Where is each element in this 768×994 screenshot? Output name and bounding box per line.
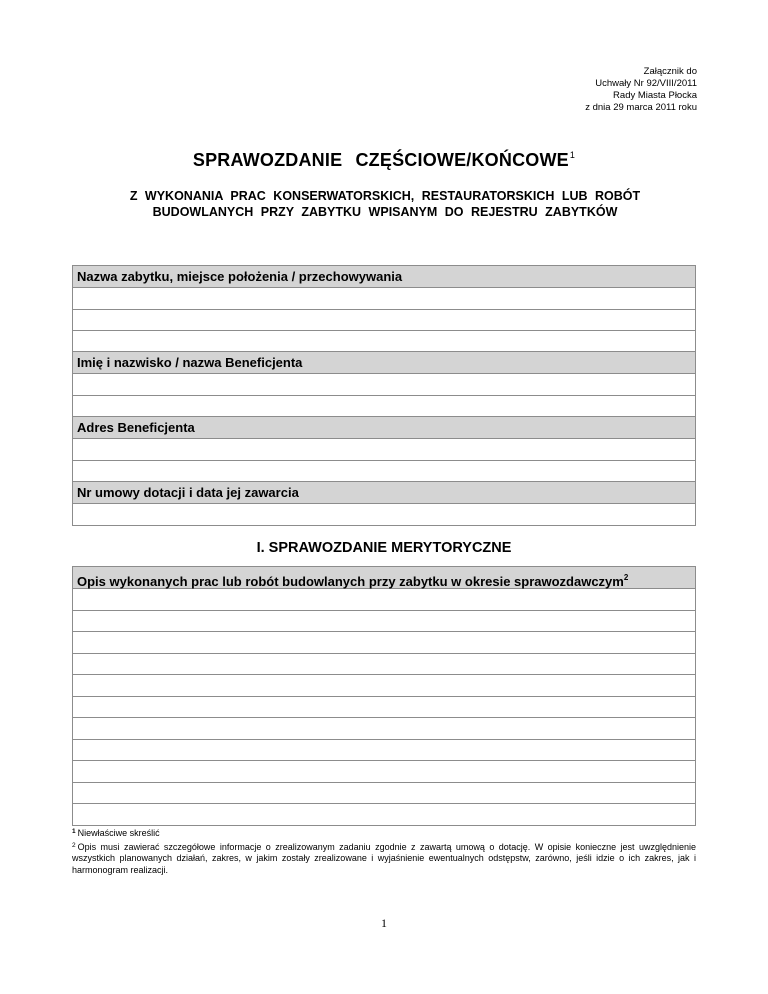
form-field-row[interactable]: [73, 654, 695, 676]
form-field-row[interactable]: [73, 718, 695, 740]
annex-line: Załącznik do: [643, 66, 697, 77]
form-field-row[interactable]: [73, 288, 695, 310]
section-header: Adres Beneficjenta: [73, 417, 695, 439]
part1-title: I. SPRAWOZDANIE MERYTORYCZNE: [256, 540, 512, 556]
section-header: Imię i nazwisko / nazwa Beneficjenta: [73, 352, 695, 374]
section-works-description: [72, 566, 696, 826]
footnote-ref: 2: [623, 573, 629, 582]
form-field-row[interactable]: [73, 396, 695, 418]
form-field-row[interactable]: [73, 461, 695, 483]
section-header: Nazwa zabytku, miejsce położenia / przechowywania: [73, 266, 695, 288]
form-field-row[interactable]: [73, 331, 695, 353]
section-monument-name: [72, 265, 696, 353]
footnote-2: [72, 840, 696, 877]
annex-line: Uchwały Nr 92/VIII/2011: [595, 78, 697, 89]
section-beneficiary-name: [72, 351, 696, 417]
footnote-text: Niewłaściwe skreślić: [77, 828, 160, 838]
section-beneficiary-address: [72, 416, 696, 482]
form-field-row[interactable]: [73, 589, 695, 611]
footnote-marker: 2: [72, 841, 76, 849]
document-subtitle: [60, 188, 710, 220]
annex-note: [585, 66, 697, 114]
form-field-row[interactable]: [73, 310, 695, 332]
form-field-row[interactable]: [73, 804, 695, 826]
footnote-marker: 1: [72, 828, 76, 835]
section-header: [73, 567, 695, 589]
form-field-row[interactable]: [73, 504, 695, 526]
section-header-text: Opis wykonanych prac lub robót budowlanych przy zabytku w okresie sprawozdawczym: [77, 574, 624, 589]
form-field-row[interactable]: [73, 697, 695, 719]
footnote-text: Opis musi zawierać szczegółowe informacje o zrealizowanym zadaniu zgodnie z zawartą umową o dotację. W opisie konieczne jest uwzględnienie wszystkich planowanych działań, zakres, w jakim zostały zrealizowane i wyjaśnienie ewentualnych odstępstw, zarówno, jeśli idzie o ich zakres, jak i harmonogram realizacji.: [72, 841, 696, 875]
form-field-row[interactable]: [73, 761, 695, 783]
footnote-ref: 1: [569, 150, 576, 160]
section-header: Nr umowy dotacji i data jej zawarcia: [73, 482, 695, 504]
document-title: [0, 150, 768, 171]
document-title-text: SPRAWOZDANIE CZĘŚCIOWE/KOŃCOWE: [192, 150, 569, 170]
form-field-row[interactable]: [73, 783, 695, 805]
form-field-row[interactable]: [73, 374, 695, 396]
footnote-1: [72, 826, 696, 840]
form-field-row[interactable]: [73, 439, 695, 461]
form-field-row[interactable]: [73, 611, 695, 633]
page-number: 1: [381, 916, 387, 930]
annex-line: Rady Miasta Płocka: [613, 90, 697, 101]
subtitle-line: Z WYKONANIA PRAC KONSERWATORSKICH, RESTAURATORSKICH LUB ROBÓT: [129, 189, 641, 203]
form-field-row[interactable]: [73, 632, 695, 654]
footnotes: [72, 826, 696, 876]
annex-line: z dnia 29 marca 2011 roku: [585, 102, 697, 113]
section-contract-number: [72, 481, 696, 526]
subtitle-line: BUDOWLANYCH PRZY ZABYTKU WPISANYM DO REJESTRU ZABYTKÓW: [152, 205, 618, 219]
form-field-row[interactable]: [73, 740, 695, 762]
form-field-row[interactable]: [73, 675, 695, 697]
